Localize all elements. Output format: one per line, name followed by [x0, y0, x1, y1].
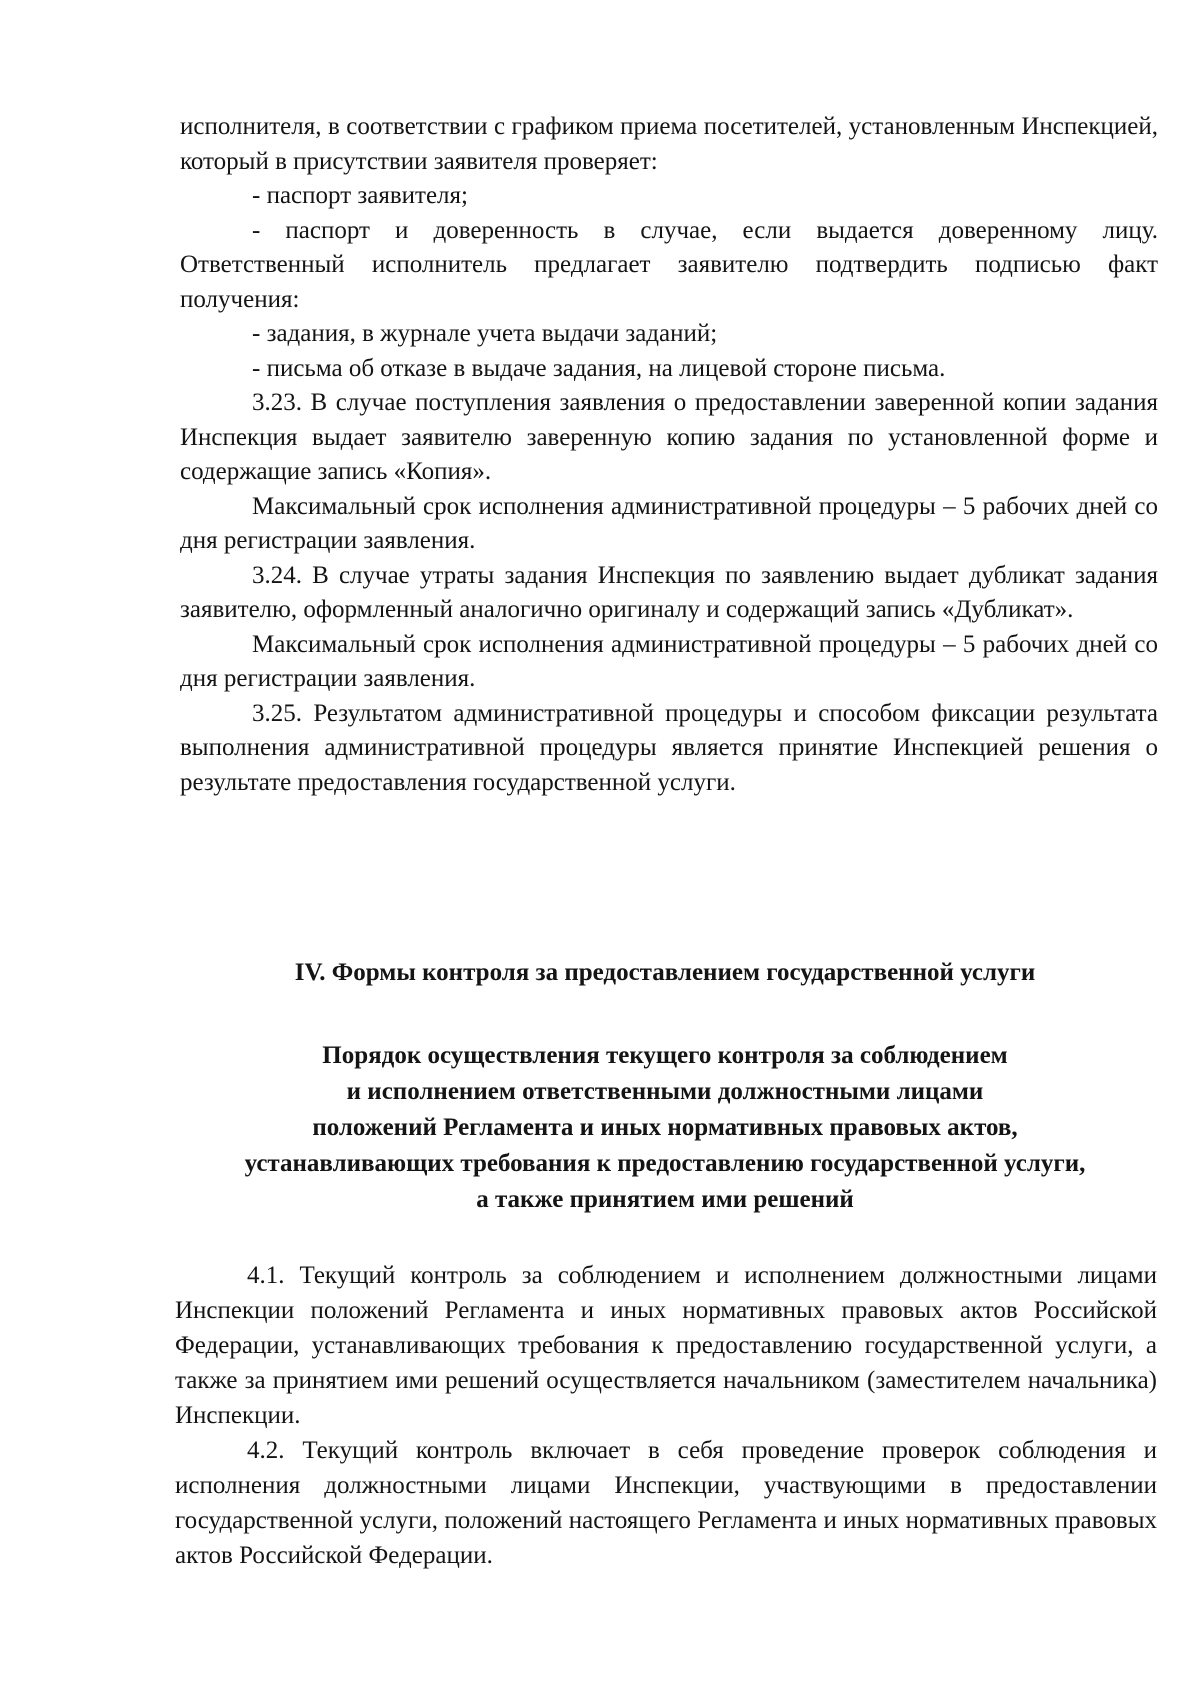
paragraph-3-23: 3.23. В случае поступления заявления о предоставлении заверенной копии задания Инспекция выдает заявителю заверенную копию задания по установленной форме и содержащие запись «Копия».: [180, 389, 1158, 485]
paragraph-continuation: исполнителя, в соответствии с графиком приема посетителей, установленным Инспекцией, который в присутствии заявителя проверяет:: [180, 113, 1158, 175]
paragraph-3-24: 3.24. В случае утраты задания Инспекция по заявлению выдает дубликат задания заявителю, оформленный аналогично оригиналу и содержащий запись «Дубликат».: [180, 561, 1158, 623]
list-item-task-journal: - задания, в журнале учета выдачи заданий;: [252, 320, 718, 347]
text-block-section-3: [180, 110, 1158, 800]
section-heading: [170, 955, 1160, 991]
list-item-passport-proxy: - паспорт и доверенность в случае, если выдается доверенному лицу. Ответственный исполнитель предлагает заявителю подтвердить подписью факт получения:: [180, 216, 1158, 313]
paragraph-3-23-term: Максимальный срок исполнения административной процедуры – 5 рабочих дней со дня регистрации заявления.: [180, 492, 1158, 554]
subsection-title-line-1: Порядок осуществления текущего контроля за соблюдением: [322, 1042, 1008, 1069]
section-title: IV. Формы контроля за предоставлением государственной услуги: [294, 959, 1036, 986]
paragraph-4-2: 4.2. Текущий контроль включает в себя проведение проверок соблюдения и исполнения должностными лицами Инспекции, участвующими в предоставлении государственной услуги, положений настоящего Регламента и иных нормативных правовых актов Российской Федерации.: [175, 1437, 1157, 1569]
list-item-passport: - паспорт заявителя;: [252, 182, 468, 209]
paragraph-3-25: 3.25. Результатом административной процедуры и способом фиксации результата выполнения административной процедуры является принятие Инспекцией решения о результате предоставления государственной услуги.: [180, 699, 1158, 796]
subsection-title-line-5: а также принятием ими решений: [476, 1186, 854, 1213]
paragraph-4-1: 4.1. Текущий контроль за соблюдением и исполнением должностными лицами Инспекции положений Регламента и иных нормативных правовых актов Российской Федерации, устанавливающих требования к предоставлению государственной услуги, а также за принятием ими решений осуществляется начальником (заместителем начальника) Инспекции.: [175, 1262, 1157, 1429]
subsection-title-line-4: устанавливающих требования к предоставлению государственной услуги,: [244, 1150, 1086, 1177]
subsection-heading: [170, 1038, 1160, 1218]
paragraph-3-24-term: Максимальный срок исполнения административной процедуры – 5 рабочих дней со дня регистрации заявления.: [180, 630, 1158, 692]
list-item-refusal-letter: - письма об отказе в выдаче задания, на лицевой стороне письма.: [252, 354, 946, 382]
subsection-title-line-3: положений Регламента и иных нормативных правовых актов,: [312, 1114, 1018, 1141]
text-block-section-4: [175, 1258, 1157, 1573]
subsection-title-line-2: и исполнением ответственными должностными лицами: [346, 1078, 984, 1105]
